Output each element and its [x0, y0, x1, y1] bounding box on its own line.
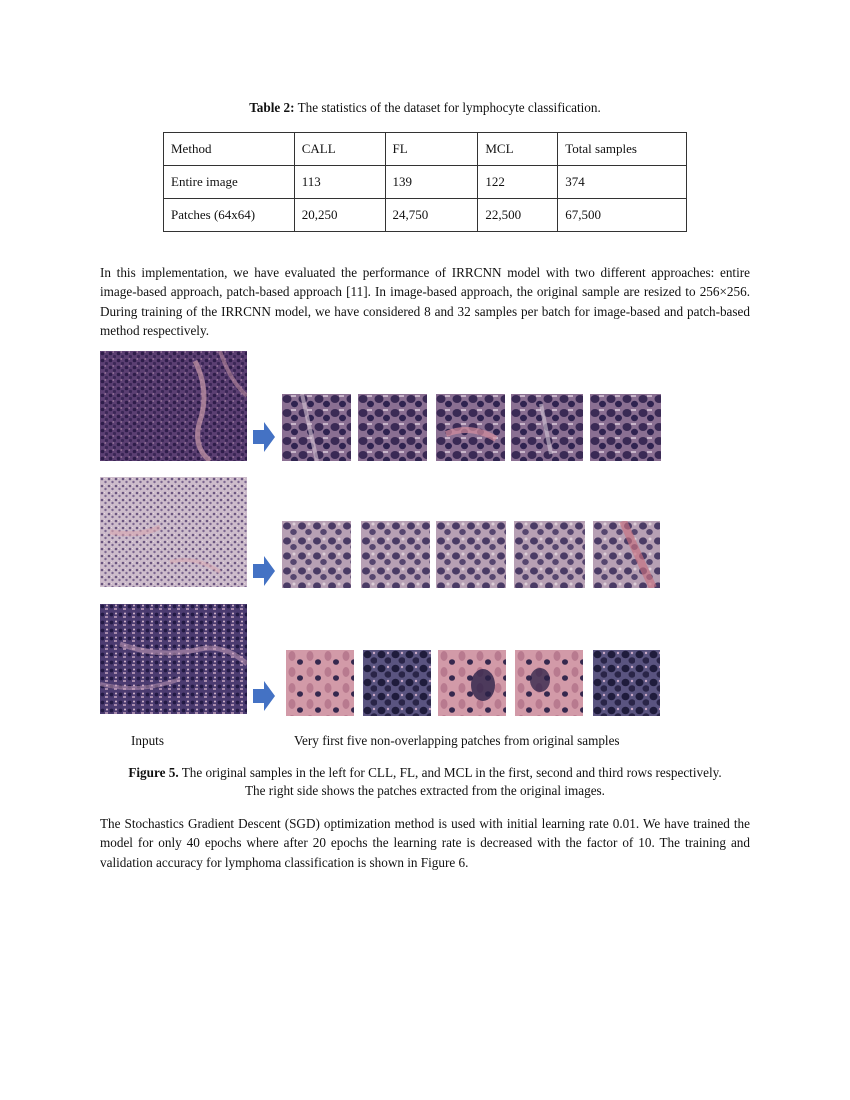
table-caption-label: Table 2: [249, 100, 295, 115]
table-cell: 374 [558, 166, 687, 199]
table-cell: Entire image [164, 166, 295, 199]
patch-image [358, 394, 427, 461]
patch-image [511, 394, 583, 461]
patch-image [282, 521, 351, 588]
patch-image [438, 650, 506, 716]
patch-image [282, 394, 351, 461]
table-cell: 24,750 [385, 199, 478, 232]
arrow-right-icon [253, 422, 275, 452]
table-row [164, 166, 687, 199]
table-cell: 122 [478, 166, 558, 199]
input-image-mcl [100, 604, 247, 714]
table-header-row [164, 133, 687, 166]
table-cell: 67,500 [558, 199, 687, 232]
figure-caption-label: Figure 5. [128, 765, 179, 780]
table-header-cell: Total samples [558, 133, 687, 166]
body-paragraph-2: The Stochastics Gradient Descent (SGD) optimization method is used with initial learning rate 0.01. We have trained the model for only 40 epochs where after 20 epochs the learning rate is decreased with the factor of 10. The training and validation accuracy for lymphoma classification is shown in Figure 6. [100, 816, 750, 870]
table-cell: 20,250 [294, 199, 385, 232]
patch-image [515, 650, 583, 716]
input-image-cll [100, 351, 247, 461]
statistics-table [163, 132, 687, 232]
table-header-cell: FL [385, 133, 478, 166]
figure-caption-line-2: The right side shows the patches extracted from the original images. [245, 783, 605, 798]
arrow-right-icon [253, 681, 275, 711]
table-cell: 22,500 [478, 199, 558, 232]
table-caption-text: The statistics of the dataset for lymphocyte classification. [297, 100, 601, 115]
inputs-label: Inputs [131, 733, 164, 748]
table-row [164, 199, 687, 232]
patch-image [286, 650, 354, 716]
patch-image [436, 521, 506, 588]
patch-image [593, 650, 660, 716]
table-header-cell: MCL [478, 133, 558, 166]
input-image-fl [100, 477, 247, 587]
patch-image [593, 521, 660, 588]
table-header-cell: CALL [294, 133, 385, 166]
figure-caption-line-1: The original samples in the left for CLL, FL, and MCL in the first, second and third rows respectively. [181, 765, 722, 780]
table-header-cell: Method [164, 133, 295, 166]
patches-label: Very first five non-overlapping patches from original samples [294, 733, 620, 748]
figure-caption [0, 764, 850, 800]
patch-image [590, 394, 661, 461]
table-cell: Patches (64x64) [164, 199, 295, 232]
patch-image [361, 521, 430, 588]
patch-image [436, 394, 505, 461]
table-caption [0, 99, 850, 117]
table-cell: 113 [294, 166, 385, 199]
table-cell: 139 [385, 166, 478, 199]
body-paragraph-1: In this implementation, we have evaluated the performance of IRRCNN model with two different approaches: entire image-based approach, patch-based approach [11]. In image-based approach, the original sample are resized to 256×256. During training of the IRRCNN model, we have considered 8 and 32 samples per batch for image-based and patch-based method respectively. [100, 265, 750, 338]
patch-image [514, 521, 585, 588]
patch-image [363, 650, 431, 716]
arrow-right-icon [253, 556, 275, 586]
